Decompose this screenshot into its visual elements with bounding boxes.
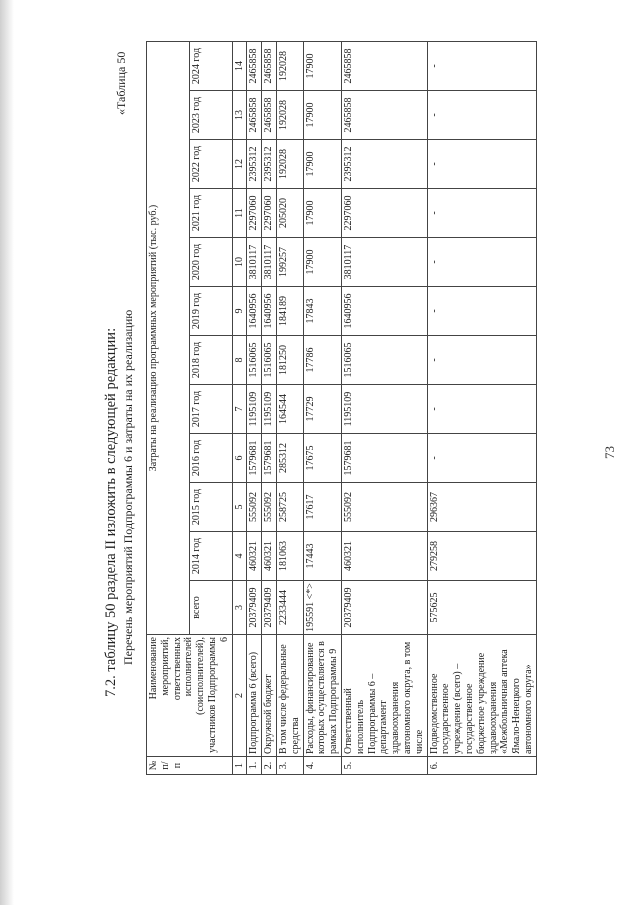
header-year: 2023 год	[189, 91, 232, 140]
table-row	[341, 41, 427, 774]
row-value: -	[427, 238, 536, 287]
row-value: 164544	[276, 385, 303, 434]
row-index: 1.	[247, 757, 262, 775]
row-value: 1516065	[341, 336, 427, 385]
row-value: -	[427, 336, 536, 385]
row-value: 181063	[276, 532, 303, 581]
row-value: 17443	[303, 532, 341, 581]
row-value: 2395312	[341, 140, 427, 189]
header-year: 2015 год	[189, 483, 232, 532]
row-value: 279258	[427, 532, 536, 581]
row-total: 575625	[427, 581, 536, 635]
row-value: 460321	[341, 532, 427, 581]
column-number: 11	[232, 189, 247, 238]
row-value: 1640956	[247, 287, 262, 336]
row-value: 17900	[303, 41, 341, 90]
table-row	[247, 41, 262, 774]
row-value: 1579681	[247, 434, 262, 483]
header-total: всего	[189, 581, 232, 635]
row-value: 1640956	[262, 287, 277, 336]
row-value: 2395312	[262, 140, 277, 189]
row-value: 460321	[262, 532, 277, 581]
section-title: 7.2. таблицу 50 раздела II изложить в следующей редакции:	[103, 327, 119, 697]
row-value: 17900	[303, 238, 341, 287]
row-value: -	[427, 91, 536, 140]
row-value: 2465858	[262, 41, 277, 90]
costs-table	[146, 41, 537, 775]
row-value: 285312	[276, 434, 303, 483]
column-number: 10	[232, 238, 247, 287]
row-value: 1516065	[247, 336, 262, 385]
table-caption: «Таблица 50	[114, 51, 128, 115]
table-subtitle: Перечень мероприятий Подпрограммы 6 и затраты на их реализацию	[121, 309, 135, 665]
row-index: 4.	[303, 757, 341, 775]
row-value: 17786	[303, 336, 341, 385]
row-value: 555092	[262, 483, 277, 532]
row-name: Подведомственное государственное учреждение (всего) – государственное бюджетное учреждение здравоохранения «Межбольничная аптека Ямало-Ненецкого автономного округа»	[427, 635, 536, 757]
row-value: 1640956	[341, 287, 427, 336]
row-value: 184189	[276, 287, 303, 336]
column-number: 5	[232, 483, 247, 532]
row-value: 3810117	[262, 238, 277, 287]
header-costs-group: Затраты на реализацию программных мероприятий (тыс. руб.)	[147, 41, 190, 634]
row-name: Ответственный исполнитель Подпрограммы 6 – департамент здравоохранения автономного округа, в том числе	[341, 635, 427, 757]
row-value: 17675	[303, 434, 341, 483]
row-index: 6.	[427, 757, 536, 775]
row-value: 17900	[303, 140, 341, 189]
row-value: 1195109	[247, 385, 262, 434]
column-number: 7	[232, 385, 247, 434]
row-value: 1516065	[262, 336, 277, 385]
row-value: 2465858	[262, 91, 277, 140]
table-row	[262, 41, 277, 774]
table-row	[276, 41, 303, 774]
column-number: 12	[232, 140, 247, 189]
row-value: 192028	[276, 91, 303, 140]
row-total: 2233444	[276, 581, 303, 635]
row-total: 20379409	[262, 581, 277, 635]
row-name: В том числе федеральные средства	[276, 635, 303, 757]
row-value: 1195109	[262, 385, 277, 434]
table-row	[427, 41, 536, 774]
row-value: -	[427, 41, 536, 90]
column-number: 4	[232, 532, 247, 581]
column-number: 14	[232, 41, 247, 90]
header-year: 2021 год	[189, 189, 232, 238]
row-value: 192028	[276, 41, 303, 90]
row-value: 2465858	[341, 91, 427, 140]
row-value: 205020	[276, 189, 303, 238]
row-value: -	[427, 287, 536, 336]
column-number: 3	[232, 581, 247, 635]
row-value: 17900	[303, 189, 341, 238]
row-value: 17900	[303, 91, 341, 140]
row-value: 1579681	[262, 434, 277, 483]
row-value: 17729	[303, 385, 341, 434]
row-value: -	[427, 385, 536, 434]
row-total: 20379409	[341, 581, 427, 635]
column-number: 6	[232, 434, 247, 483]
header-year: 2014 год	[189, 532, 232, 581]
row-value: -	[427, 140, 536, 189]
row-value: 258725	[276, 483, 303, 532]
row-value: 1579681	[341, 434, 427, 483]
page-number: 73	[602, 446, 617, 459]
table-row	[303, 41, 341, 774]
header-year: 2017 год	[189, 385, 232, 434]
column-number: 13	[232, 91, 247, 140]
row-value: 296367	[427, 483, 536, 532]
row-value: 1195109	[341, 385, 427, 434]
row-name: Подпрограмма 6 (всего)	[247, 635, 262, 757]
row-index: 5.	[341, 757, 427, 775]
header-year: 2016 год	[189, 434, 232, 483]
row-index: 3.	[276, 757, 303, 775]
header-name: Наименование мероприятий, ответственных исполнителей (соисполнителей), участников Подпрограммы 6	[147, 635, 233, 757]
row-name: Окружной бюджет	[262, 635, 277, 757]
row-value: 2297060	[341, 189, 427, 238]
header-year: 2019 год	[189, 287, 232, 336]
row-name: Расходы, финансирование которых осуществляется в рамках Подпрограммы 9	[303, 635, 341, 757]
header-year: 2024 год	[189, 41, 232, 90]
row-value: -	[427, 189, 536, 238]
row-value: 2465858	[247, 91, 262, 140]
row-value: 17617	[303, 483, 341, 532]
row-value: 3810117	[247, 238, 262, 287]
header-year: 2018 год	[189, 336, 232, 385]
column-number: 8	[232, 336, 247, 385]
column-number: 9	[232, 287, 247, 336]
row-value: 2297060	[247, 189, 262, 238]
row-value: 2465858	[341, 41, 427, 90]
header-row-group	[147, 41, 190, 774]
row-value: 460321	[247, 532, 262, 581]
header-year: 2020 год	[189, 238, 232, 287]
row-total: 195591 <*>	[303, 581, 341, 635]
row-value: 2395312	[247, 140, 262, 189]
row-index: 2.	[262, 757, 277, 775]
column-numbers-row	[232, 41, 247, 774]
row-total: 20379409	[247, 581, 262, 635]
row-value: 555092	[247, 483, 262, 532]
column-number: 1	[232, 757, 247, 775]
row-value: -	[427, 434, 536, 483]
header-num: № п/п	[147, 757, 233, 775]
row-value: 181250	[276, 336, 303, 385]
header-year: 2022 год	[189, 140, 232, 189]
row-value: 2297060	[262, 189, 277, 238]
row-value: 2465858	[247, 41, 262, 90]
row-value: 17843	[303, 287, 341, 336]
row-value: 3810117	[341, 238, 427, 287]
row-value: 192028	[276, 140, 303, 189]
row-value: 199257	[276, 238, 303, 287]
column-number: 2	[232, 635, 247, 757]
row-value: 555092	[341, 483, 427, 532]
